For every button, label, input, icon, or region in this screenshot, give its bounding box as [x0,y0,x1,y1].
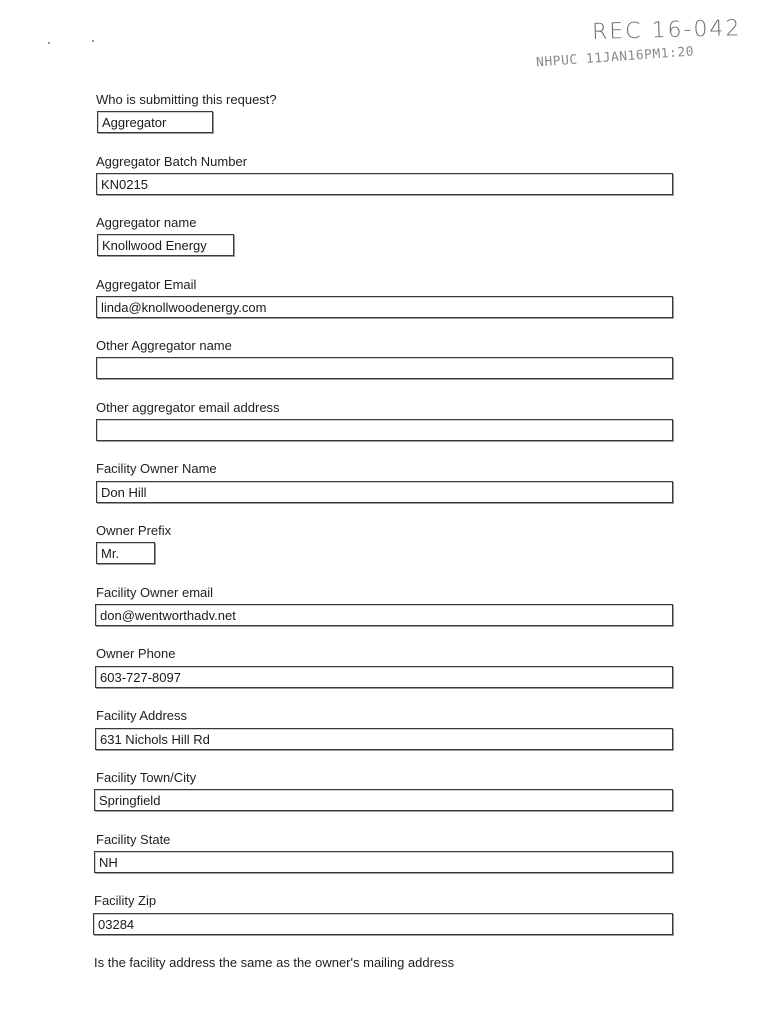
aggregator-name-field[interactable]: Knollwood Energy [97,234,234,256]
facility-town-label: Facility Town/City [96,770,197,785]
facility-owner-email-label: Facility Owner email [96,585,214,600]
submitter-field[interactable]: Aggregator [97,111,213,133]
owner-prefix-field[interactable]: Mr. [96,542,155,564]
aggregator-email-label: Aggregator Email [96,277,197,292]
facility-owner-name-field[interactable]: Don Hill [96,481,673,503]
facility-zip-field[interactable]: 03284 [93,913,673,935]
submitter-label: Who is submitting this request? [96,92,277,107]
facility-owner-name-label: Facility Owner Name [96,461,217,476]
facility-town-field[interactable]: Springfield [94,789,673,811]
facility-owner-email-field[interactable]: don@wentworthadv.net [95,604,673,626]
owner-prefix-label: Owner Prefix [96,523,172,538]
other-aggregator-name-label: Other Aggregator name [96,338,232,353]
owner-phone-label: Owner Phone [96,646,176,661]
owner-phone-field[interactable]: 603-727-8097 [95,666,673,688]
other-aggregator-email-field[interactable] [96,419,673,441]
handwritten-docket-number: REC 16-042 [591,16,742,45]
received-date-stamp: NHPUC 11JAN16PM1:20 [535,44,695,71]
batch-number-label: Aggregator Batch Number [96,154,248,169]
mailing-address-question: Is the facility address the same as the owner's mailing address [94,955,455,970]
facility-address-label: Facility Address [96,708,188,723]
scan-speck-1 [48,42,50,44]
batch-number-field[interactable]: KN0215 [96,173,673,195]
aggregator-name-label: Aggregator name [96,215,197,230]
aggregator-email-field[interactable]: linda@knollwoodenergy.com [96,296,673,318]
facility-state-label: Facility State [96,832,171,847]
other-aggregator-email-label: Other aggregator email address [96,400,280,415]
facility-address-field[interactable]: 631 Nichols Hill Rd [95,728,673,750]
facility-zip-label: Facility Zip [94,893,157,908]
scan-speck-2 [92,40,94,42]
other-aggregator-name-field[interactable] [96,357,673,379]
facility-state-field[interactable]: NH [94,851,673,873]
